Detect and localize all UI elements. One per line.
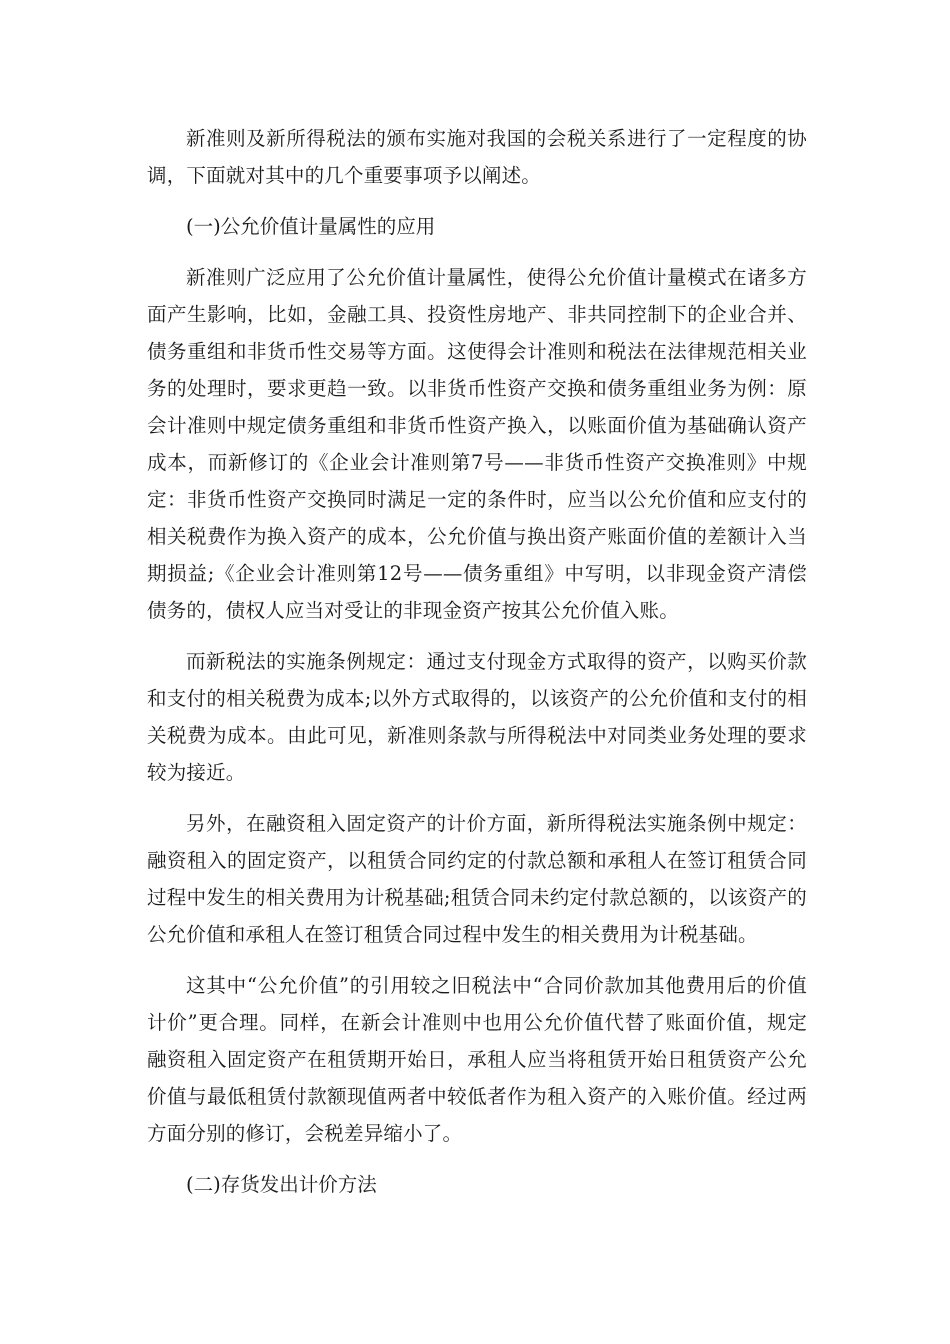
fair-value-paragraph: 新准则广泛应用了公允价值计量属性，使得公允价值计量模式在诸多方面产生影响，比如，金融工具、投资性房地产、非共同控制下的企业合并、债务重组和非货币性交易等方面。这使得会计准则和税法在法律规范相关业务的处理时，要求更趋一致。以非货币性资产交换和债务重组业务为例：原会计准则中规定债务重组和非货币性资产换入，以账面价值为基础确认资产成本，而新修订的《企业会计准则第7号——非货币性资产交换准则》中规定：非货币性资产交换同时满足一定的条件时，应当以公允价值和应支付的相关税费作为换入资产的成本，公允价值与换出资产账面价值的差额计入当期损益;《企业会计准则第12号——债务重组》中写明，以非现金资产清偿债务的，债权人应当对受让的非现金资产按其公允价值入账。 [147, 266, 807, 622]
section-heading-fair-value: (一)公允价值计量属性的应用 [186, 215, 436, 238]
fair-value-comparison-paragraph: 这其中“公允价值”的引用较之旧税法中“合同价款加其他费用后的价值计价”更合理。同样，在新会计准则中也用公允价值代替了账面价值，规定融资租入固定资产在租赁期开始日，承租人应当将租赁开始日租赁资产公允价值与最低租赁付款额现值两者中较低者作为租入资产的入账价值。经过两方面分别的修订，会税差异缩小了。 [147, 974, 807, 1145]
finance-lease-paragraph: 另外，在融资租入固定资产的计价方面，新所得税法实施条例中规定：融资租入的固定资产，以租赁合同约定的付款总额和承租人在签订租赁合同过程中发生的相关费用为计税基础;租赁合同未约定付款总额的，以该资产的公允价值和承租人在签订租赁合同过程中发生的相关费用为计税基础。 [147, 812, 807, 946]
document-body [147, 120, 807, 1217]
intro-paragraph: 新准则及新所得税法的颁布实施对我国的会税关系进行了一定程度的协调，下面就对其中的几个重要事项予以阐述。 [147, 127, 807, 187]
tax-law-paragraph: 而新税法的实施条例规定：通过支付现金方式取得的资产，以购买价款和支付的相关税费为成本;以外方式取得的，以该资产的公允价值和支付的相关税费为成本。由此可见，新准则条款与所得税法中对同类业务处理的要求较为接近。 [147, 650, 807, 784]
section-heading-inventory: (二)存货发出计价方法 [186, 1173, 377, 1196]
